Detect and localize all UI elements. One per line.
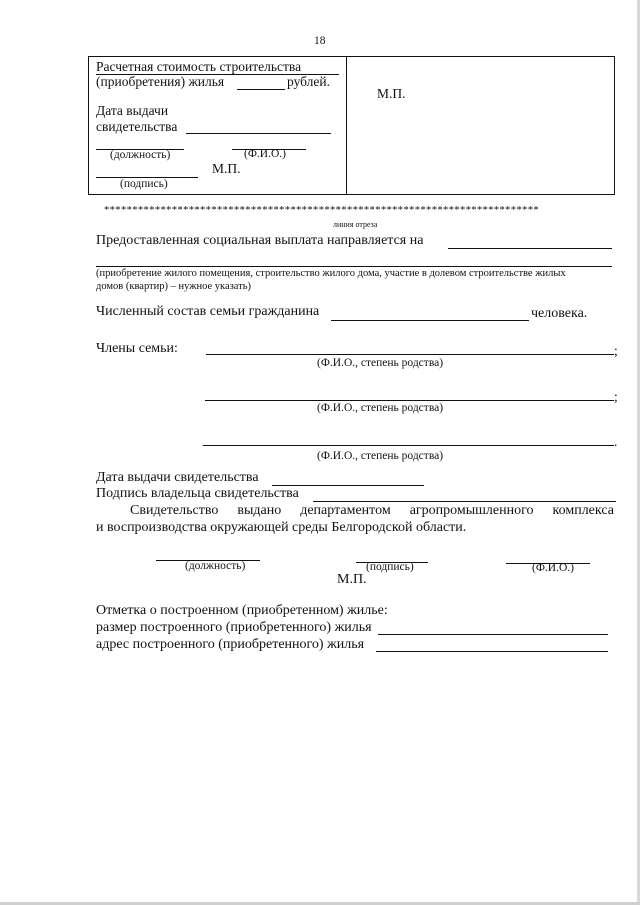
family-member-1-semicolon: ; <box>614 343 618 358</box>
issued-word-3: департаментом <box>300 503 391 518</box>
issued-word-4: агропромышленного <box>409 503 534 518</box>
housing-size-field[interactable] <box>378 634 608 635</box>
certificate-issue-date-label: Дата выдачи свидетельства <box>96 470 259 485</box>
official-position-label: (должность) <box>185 560 246 572</box>
fio-label: (Ф.И.О.) <box>244 148 286 160</box>
signature-label: (подпись) <box>120 178 168 190</box>
owner-signature-label: Подпись владельца свидетельства <box>96 486 299 501</box>
official-signature-label: (подпись) <box>366 561 414 573</box>
family-member-hint-2: (Ф.И.О., степень родства) <box>317 402 444 414</box>
issued-word-5: комплекса <box>552 503 614 518</box>
family-member-field-1[interactable] <box>206 354 614 355</box>
certificate-issued-line-1 <box>130 503 614 519</box>
official-fio-label: (Ф.И.О.) <box>532 562 574 574</box>
cost-line-2-prefix: (приобретения) жилья <box>96 74 225 89</box>
family-member-hint-1: (Ф.И.О., степень родства) <box>317 357 444 369</box>
family-member-3-period: . <box>614 434 618 449</box>
housing-size-label: размер построенного (приобретенного) жилья <box>96 620 372 635</box>
box-divider <box>346 56 347 194</box>
page-number: 18 <box>314 35 326 47</box>
issue-date-field[interactable] <box>186 133 331 134</box>
issued-word-1: Свидетельство <box>130 503 219 518</box>
issue-date-label-2: свидетельства <box>96 119 178 134</box>
cost-amount-field[interactable] <box>237 89 285 90</box>
cost-line-2-suffix: рублей. <box>287 74 331 89</box>
official-seal: М.П. <box>337 572 367 587</box>
family-size-label: Численный состав семьи гражданина <box>96 304 320 319</box>
family-member-hint-3: (Ф.И.О., степень родства) <box>317 450 444 462</box>
social-payment-field-2[interactable] <box>96 266 612 267</box>
social-payment-field[interactable] <box>448 248 612 249</box>
family-size-suffix: человека. <box>531 306 588 321</box>
seal-right: М.П. <box>377 86 406 101</box>
cut-line-label: линия отреза <box>333 220 378 229</box>
family-member-2-semicolon: ; <box>614 389 618 404</box>
position-label: (должность) <box>110 149 171 161</box>
issued-word-2: выдано <box>237 503 282 518</box>
family-member-field-2[interactable] <box>205 400 614 401</box>
family-size-field[interactable] <box>331 320 529 321</box>
family-members-label: Члены семьи: <box>96 341 178 356</box>
certificate-issued-line-2: и воспроизводства окружающей среды Белгородской области. <box>96 520 467 535</box>
social-payment-label: Предоставленная социальная выплата направляется на <box>96 233 424 248</box>
social-payment-hint-1: (приобретение жилого помещения, строительство жилого дома, участие в долевом строительстве жилых <box>96 268 566 279</box>
housing-address-label: адрес построенного (приобретенного) жилья <box>96 637 365 652</box>
housing-address-field[interactable] <box>376 651 608 652</box>
seal-left: М.П. <box>212 161 241 176</box>
cost-line-1: Расчетная стоимость строительства <box>96 59 302 74</box>
cut-line-stars: ***************************************************************************** <box>104 205 540 216</box>
family-member-field-3[interactable] <box>203 445 614 446</box>
housing-title: Отметка о построенном (приобретенном) жилье: <box>96 603 388 618</box>
owner-signature-field[interactable] <box>313 501 616 502</box>
social-payment-hint-2: домов (квартир) – нужное указать) <box>96 281 252 292</box>
issue-date-label-1: Дата выдачи <box>96 103 169 118</box>
